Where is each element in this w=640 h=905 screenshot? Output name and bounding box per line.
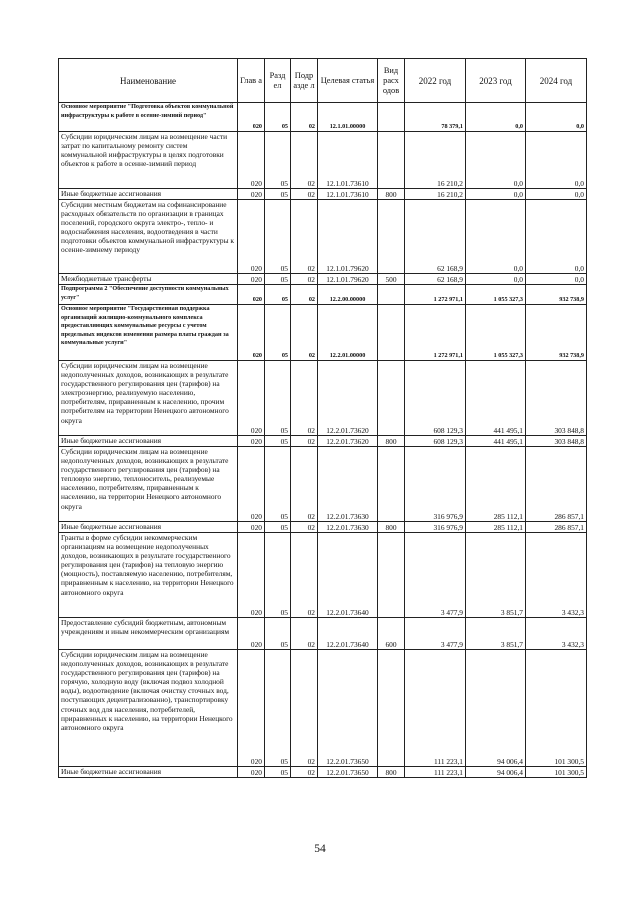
cell-y2022: 608 129,3 (405, 361, 466, 436)
cell-target: 12.2.01.00000 (318, 305, 378, 361)
header-2022: 2022 год (405, 59, 466, 103)
cell-target: 12.1.01.79620 (318, 200, 378, 274)
cell-y2023: 94 006,4 (466, 650, 526, 767)
cell-podrazdel: 02 (291, 522, 318, 533)
cell-target: 12.2.01.73620 (318, 361, 378, 436)
cell-y2022: 1 272 971,1 (405, 285, 466, 305)
cell-glava: 020 (238, 533, 265, 618)
header-podrazdel: Подр азде л (291, 59, 318, 103)
cell-name: Субсидии местным бюджетам на софинансирование расходных обязательств по организации в границах поселений, городского округа электро-, тепло- и водоснабжения населения, водоотведения в части подготовки объектов коммунальной инфраструктуры к осенне-зимнему периоду (59, 200, 238, 274)
page-number: 54 (314, 843, 326, 855)
cell-vid: 500 (378, 274, 405, 285)
cell-vid (378, 305, 405, 361)
cell-y2024: 932 738,9 (526, 305, 587, 361)
cell-y2024: 286 857,1 (526, 447, 587, 522)
cell-razdel: 05 (265, 522, 291, 533)
budget-table-page (58, 58, 586, 778)
cell-razdel: 05 (265, 447, 291, 522)
cell-razdel: 05 (265, 189, 291, 200)
cell-vid (378, 285, 405, 305)
cell-glava: 020 (238, 132, 265, 189)
cell-name: Подпрограмма 2 "Обеспечение доступности коммунальных услуг" (59, 285, 238, 305)
cell-y2024: 101 300,5 (526, 650, 587, 767)
cell-y2022: 3 477,9 (405, 618, 466, 650)
cell-glava: 020 (238, 447, 265, 522)
cell-name: Субсидии юридическим лицам на возмещение недополученных доходов, возникающих в результате государственного регулирования цен (тарифов) на горячую, холодную воду (включая подвоз холодной воды), водоотведение (включая очистку сточных вод, поступающих децентрализованно), транспортировку сточных вод для населения, потребителей, приравненных к населению, на территории Ненецкого автономного округа (59, 650, 238, 767)
cell-vid: 800 (378, 436, 405, 447)
cell-vid: 800 (378, 767, 405, 778)
cell-y2022: 316 976,9 (405, 522, 466, 533)
cell-name: Основное мероприятие "Подготовка объектов коммунальной инфраструктуры к работе в осенне-зимний период" (59, 103, 238, 132)
cell-y2024: 101 300,5 (526, 767, 587, 778)
cell-podrazdel: 02 (291, 447, 318, 522)
cell-glava: 020 (238, 305, 265, 361)
table-row (59, 650, 587, 767)
cell-vid (378, 132, 405, 189)
cell-podrazdel: 02 (291, 274, 318, 285)
cell-vid (378, 447, 405, 522)
table-row (59, 767, 587, 778)
cell-razdel: 05 (265, 200, 291, 274)
table-row (59, 361, 587, 436)
cell-vid (378, 200, 405, 274)
table-row (59, 618, 587, 650)
cell-glava: 020 (238, 767, 265, 778)
cell-y2022: 111 223,1 (405, 650, 466, 767)
cell-target: 12.2.01.73620 (318, 436, 378, 447)
cell-podrazdel: 02 (291, 305, 318, 361)
cell-y2023: 285 112,1 (466, 447, 526, 522)
cell-razdel: 05 (265, 305, 291, 361)
cell-y2022: 16 210,2 (405, 189, 466, 200)
cell-glava: 020 (238, 274, 265, 285)
cell-y2024: 3 432,3 (526, 618, 587, 650)
header-2023: 2023 год (466, 59, 526, 103)
cell-target: 12.2.01.73640 (318, 618, 378, 650)
cell-vid (378, 650, 405, 767)
cell-y2024: 0,0 (526, 103, 587, 132)
cell-y2023: 3 851,7 (466, 618, 526, 650)
cell-name: Гранты в форме субсидии некоммерческим организациям на возмещение недополученных доходов, возникающих в результате государственного регулирования цен (тарифов) на тепловую энергию (мощность), поставляемую населению, потребителям, приравненным к населению, на территории Ненецкого автономного округа (59, 533, 238, 618)
cell-target: 12.2.01.73630 (318, 447, 378, 522)
cell-name: Субсидии юридическим лицам на возмещение части затрат по капитальному ремонту систем коммунальной инфраструктуры в целях подготовки объектов к работе в осенне-зимний период (59, 132, 238, 189)
cell-y2022: 608 129,3 (405, 436, 466, 447)
header-target: Целевая статья (318, 59, 378, 103)
cell-glava: 020 (238, 361, 265, 436)
cell-name: Иные бюджетные ассигнования (59, 767, 238, 778)
cell-glava: 020 (238, 189, 265, 200)
cell-vid (378, 103, 405, 132)
cell-y2022: 16 210,2 (405, 132, 466, 189)
cell-podrazdel: 02 (291, 132, 318, 189)
header-razdel: Разд ел (265, 59, 291, 103)
cell-name: Иные бюджетные ассигнования (59, 522, 238, 533)
cell-podrazdel: 02 (291, 436, 318, 447)
table-row (59, 200, 587, 274)
cell-y2022: 3 477,9 (405, 533, 466, 618)
cell-razdel: 05 (265, 274, 291, 285)
cell-podrazdel: 02 (291, 103, 318, 132)
cell-razdel: 05 (265, 132, 291, 189)
table-row (59, 533, 587, 618)
cell-target: 12.2.01.73650 (318, 767, 378, 778)
cell-podrazdel: 02 (291, 533, 318, 618)
cell-podrazdel: 02 (291, 285, 318, 305)
cell-target: 12.2.00.00000 (318, 285, 378, 305)
cell-y2023: 285 112,1 (466, 522, 526, 533)
cell-vid (378, 361, 405, 436)
cell-y2022: 111 223,1 (405, 767, 466, 778)
cell-glava: 020 (238, 650, 265, 767)
cell-y2024: 3 432,3 (526, 533, 587, 618)
cell-y2024: 286 857,1 (526, 522, 587, 533)
cell-razdel: 05 (265, 767, 291, 778)
table-row (59, 189, 587, 200)
cell-y2022: 1 272 971,1 (405, 305, 466, 361)
cell-glava: 020 (238, 285, 265, 305)
table-row (59, 305, 587, 361)
cell-glava: 020 (238, 436, 265, 447)
cell-vid: 600 (378, 618, 405, 650)
cell-razdel: 05 (265, 618, 291, 650)
cell-razdel: 05 (265, 533, 291, 618)
cell-y2023: 0,0 (466, 103, 526, 132)
cell-y2024: 303 848,8 (526, 361, 587, 436)
budget-table (58, 58, 587, 778)
cell-y2022: 78 379,1 (405, 103, 466, 132)
header-2024: 2024 год (526, 59, 587, 103)
cell-glava: 020 (238, 103, 265, 132)
cell-vid: 800 (378, 189, 405, 200)
header-name: Наименование (59, 59, 238, 103)
table-row (59, 274, 587, 285)
cell-podrazdel: 02 (291, 618, 318, 650)
cell-podrazdel: 02 (291, 767, 318, 778)
cell-target: 12.2.01.73630 (318, 522, 378, 533)
cell-y2023: 0,0 (466, 274, 526, 285)
cell-razdel: 05 (265, 650, 291, 767)
cell-y2023: 1 055 327,3 (466, 285, 526, 305)
cell-name: Основное мероприятие "Государственная поддержка организаций жилищно-коммунального комплекса предоставляющих коммунальные ресурсы с учетом предельных индексов изменения размера платы граждан за коммунальные услуги" (59, 305, 238, 361)
cell-y2023: 0,0 (466, 189, 526, 200)
cell-podrazdel: 02 (291, 200, 318, 274)
cell-razdel: 05 (265, 103, 291, 132)
cell-target: 12.2.01.73650 (318, 650, 378, 767)
cell-y2023: 0,0 (466, 132, 526, 189)
cell-y2022: 62 168,9 (405, 200, 466, 274)
cell-vid (378, 533, 405, 618)
cell-y2022: 316 976,9 (405, 447, 466, 522)
table-row (59, 436, 587, 447)
header-row (59, 59, 587, 103)
cell-target: 12.1.01.79620 (318, 274, 378, 285)
cell-name: Предоставление субсидий бюджетным, автономным учреждениям и иным некоммерческим организациям (59, 618, 238, 650)
cell-name: Иные бюджетные ассигнования (59, 189, 238, 200)
cell-target: 12.1.01.73610 (318, 132, 378, 189)
table-row (59, 285, 587, 305)
cell-y2024: 0,0 (526, 274, 587, 285)
cell-vid: 800 (378, 522, 405, 533)
cell-name: Субсидии юридическим лицам на возмещение недополученных доходов, возникающих в результате государственного регулирования цен (тарифов) на электроэнергию, реализуемую населению, потребителям, приравненным к населению, прочим потребителям на территории Ненецкого автономного округа (59, 361, 238, 436)
header-vid: Вид расх одов (378, 59, 405, 103)
cell-y2024: 932 738,9 (526, 285, 587, 305)
cell-razdel: 05 (265, 361, 291, 436)
table-row (59, 522, 587, 533)
cell-y2024: 0,0 (526, 189, 587, 200)
cell-y2024: 0,0 (526, 132, 587, 189)
cell-name: Иные бюджетные ассигнования (59, 436, 238, 447)
cell-y2022: 62 168,9 (405, 274, 466, 285)
cell-y2023: 441 495,1 (466, 361, 526, 436)
cell-glava: 020 (238, 618, 265, 650)
cell-podrazdel: 02 (291, 189, 318, 200)
cell-y2023: 1 055 327,3 (466, 305, 526, 361)
cell-target: 12.1.01.00000 (318, 103, 378, 132)
cell-glava: 020 (238, 200, 265, 274)
cell-target: 12.2.01.73640 (318, 533, 378, 618)
cell-y2023: 441 495,1 (466, 436, 526, 447)
cell-y2023: 94 006,4 (466, 767, 526, 778)
cell-glava: 020 (238, 522, 265, 533)
cell-podrazdel: 02 (291, 650, 318, 767)
table-body (59, 103, 587, 778)
cell-y2024: 0,0 (526, 200, 587, 274)
header-glava: Глав а (238, 59, 265, 103)
cell-target: 12.1.01.73610 (318, 189, 378, 200)
table-row (59, 103, 587, 132)
table-row (59, 132, 587, 189)
cell-razdel: 05 (265, 285, 291, 305)
cell-y2024: 303 848,8 (526, 436, 587, 447)
table-row (59, 447, 587, 522)
cell-podrazdel: 02 (291, 361, 318, 436)
cell-y2023: 0,0 (466, 200, 526, 274)
cell-razdel: 05 (265, 436, 291, 447)
cell-name: Межбюджетные трансферты (59, 274, 238, 285)
cell-y2023: 3 851,7 (466, 533, 526, 618)
cell-name: Субсидии юридическим лицам на возмещение недополученных доходов, возникающих в результате государственного регулирования цен (тарифов) на тепловую энергию, теплоноситель, реализуемые населению, потребителям, приравненным к населению, на территории Ненецкого автономного округа (59, 447, 238, 522)
